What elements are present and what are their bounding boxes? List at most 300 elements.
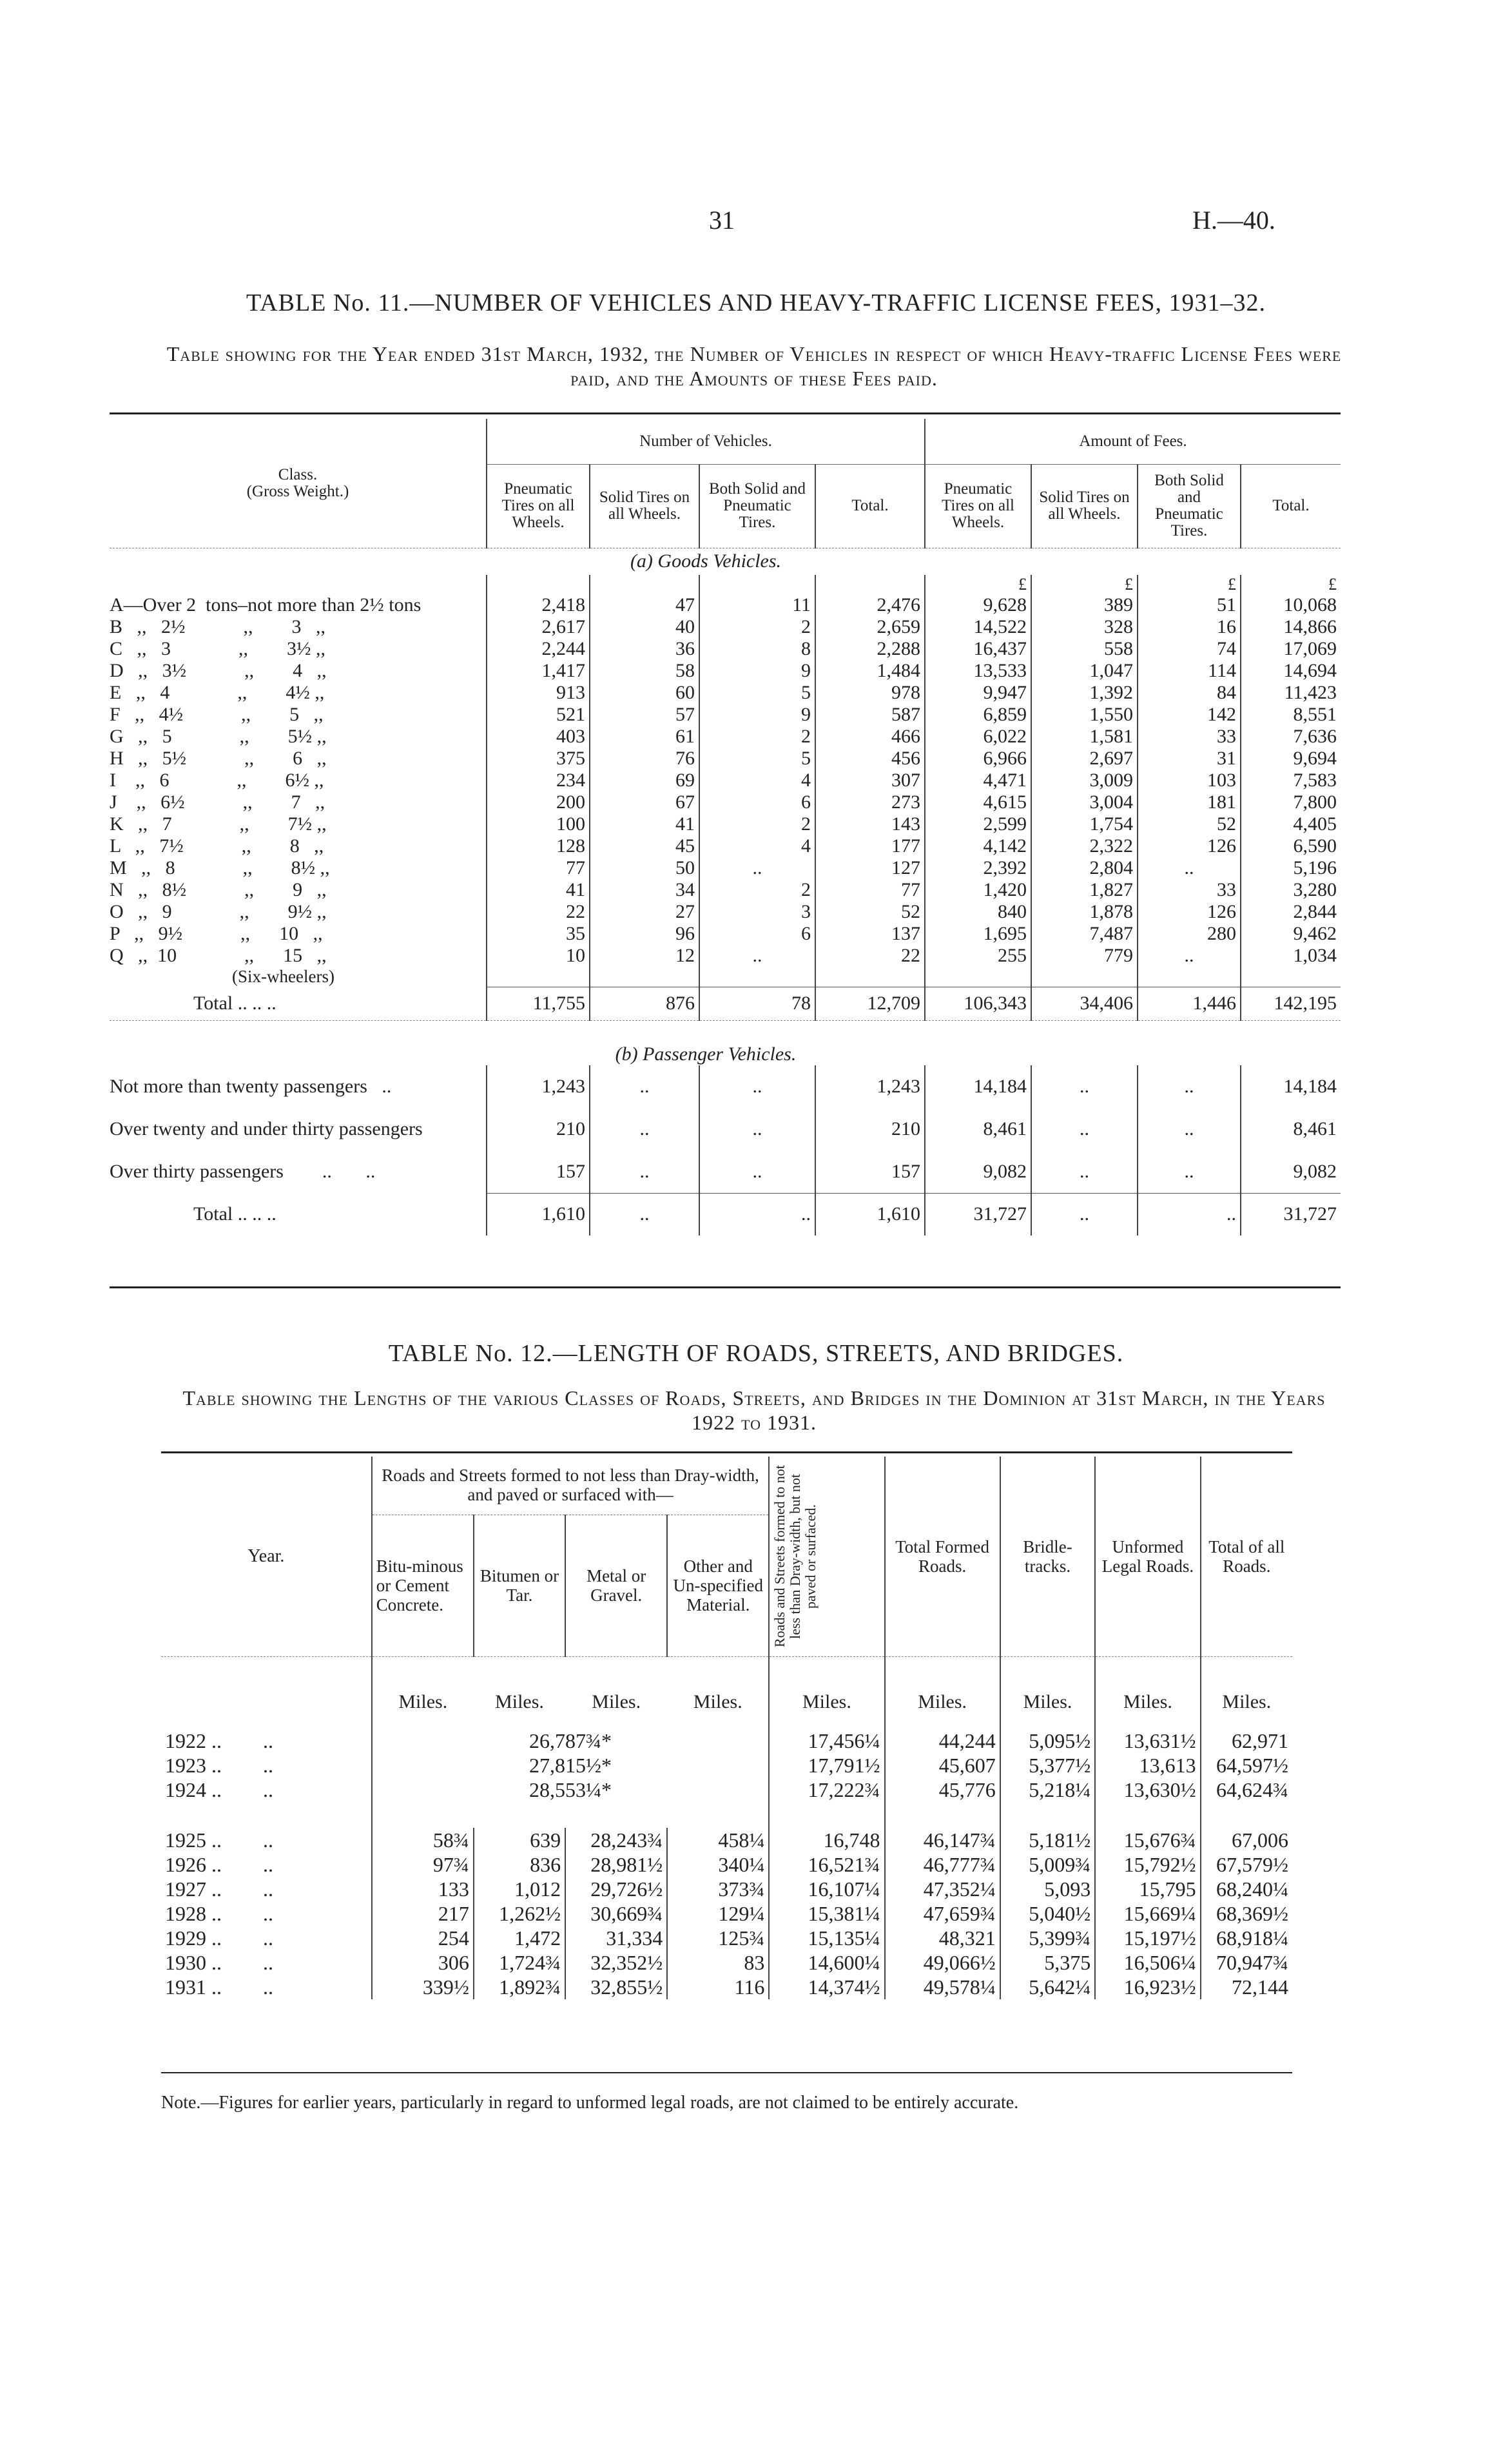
group-vehicles-header: Number of Vehicles. <box>487 419 925 464</box>
cell: .. <box>699 945 815 967</box>
cell: 49,066½ <box>885 1950 1000 1975</box>
cell: 47,352¼ <box>885 1877 1000 1901</box>
cell: 1,262½ <box>474 1901 565 1926</box>
cell: 876 <box>590 987 699 1020</box>
year-label: 1924 .. .. <box>165 1778 273 1801</box>
cell: 5 <box>699 748 815 770</box>
cell: 639 <box>474 1828 565 1852</box>
cell: 15,676¾ <box>1095 1828 1200 1852</box>
cell: 5,040½ <box>1000 1901 1096 1926</box>
cell: 27 <box>590 901 699 923</box>
cell: 17,456¼ <box>769 1729 884 1753</box>
cell: 2,617 <box>487 616 590 638</box>
cell: 157 <box>487 1150 590 1193</box>
col-fee-total: Total. <box>1241 464 1341 548</box>
cell: 840 <box>925 901 1031 923</box>
cell: 1,446 <box>1138 987 1241 1020</box>
cell: 106,343 <box>925 987 1031 1020</box>
cell: 8,461 <box>925 1108 1031 1150</box>
cell: 5,196 <box>1241 857 1341 879</box>
cell: 68,369½ <box>1201 1901 1292 1926</box>
goods-row <box>110 945 1341 967</box>
class-label: I ,, 6 ,, 6½ ,, <box>110 770 324 791</box>
col-all-roads: Total of all Roads. <box>1201 1457 1292 1656</box>
cell: 62,971 <box>1201 1729 1292 1753</box>
cell: 15,381¼ <box>769 1901 884 1926</box>
class-label: N ,, 8½ ,, 9 ,, <box>110 879 327 900</box>
cell: 177 <box>815 835 925 857</box>
cell: .. <box>699 1065 815 1108</box>
class-label: E ,, 4 ,, 4½ ,, <box>110 682 325 703</box>
cell: 126 <box>1138 835 1241 857</box>
total-label: Total .. .. .. <box>193 992 276 1014</box>
cell: 521 <box>487 704 590 726</box>
cell: 1,581 <box>1031 726 1138 748</box>
cell: 280 <box>1138 923 1241 945</box>
cell: 210 <box>487 1108 590 1150</box>
cell: 456 <box>815 748 925 770</box>
cell: 15,197½ <box>1095 1926 1200 1950</box>
cell: 1,012 <box>474 1877 565 1901</box>
year-label: 1930 .. .. <box>165 1950 273 1974</box>
cell: 41 <box>590 813 699 835</box>
cell: 7,487 <box>1031 923 1138 945</box>
cell: 13,533 <box>925 660 1031 682</box>
cell: 52 <box>1138 813 1241 835</box>
cell: 77 <box>487 857 590 879</box>
cell: 33 <box>1138 879 1241 901</box>
cell: 36 <box>590 638 699 660</box>
cell: 2,322 <box>1031 835 1138 857</box>
goods-row <box>110 726 1341 748</box>
cell: 10 <box>487 945 590 967</box>
cell: 6,859 <box>925 704 1031 726</box>
class-label: A—Over 2 tons–not more than 2½ tons <box>110 594 422 615</box>
cell: 255 <box>925 945 1031 967</box>
cell: 1,724¾ <box>474 1950 565 1975</box>
cell: 1,392 <box>1031 682 1138 704</box>
cell: 17,791½ <box>769 1753 884 1778</box>
col-both: Both Solid and Pneumatic Tires. <box>699 464 815 548</box>
cell: 458¼ <box>667 1828 769 1852</box>
cell: 1,420 <box>925 879 1031 901</box>
cell: 34 <box>590 879 699 901</box>
group-fees-header: Amount of Fees. <box>925 419 1341 464</box>
cell: 78 <box>699 987 815 1020</box>
cell: 181 <box>1138 791 1241 813</box>
class-label: F ,, 4½ ,, 5 ,, <box>110 704 324 725</box>
goods-total-row <box>110 987 1341 1020</box>
cell: 126 <box>1138 901 1241 923</box>
cell: 16,506¼ <box>1095 1950 1200 1975</box>
cell: 96 <box>590 923 699 945</box>
cell: 16,107¼ <box>769 1877 884 1901</box>
table11-top-rule <box>110 412 1341 414</box>
cell: 2,659 <box>815 616 925 638</box>
cell: 13,631½ <box>1095 1729 1200 1753</box>
cell: 2,697 <box>1031 748 1138 770</box>
cell: .. <box>1031 1193 1138 1236</box>
class-label: Over thirty passengers .. .. <box>110 1161 376 1182</box>
year-label: 1928 .. .. <box>165 1901 273 1925</box>
cell: .. <box>699 857 815 879</box>
cell: 114 <box>1138 660 1241 682</box>
roads-row <box>161 1877 1292 1901</box>
cell: .. <box>590 1108 699 1150</box>
roads-row <box>161 1926 1292 1950</box>
cell: 2,392 <box>925 857 1031 879</box>
cell: 3 <box>699 901 815 923</box>
cell: 1,892¾ <box>474 1975 565 1999</box>
col-total: Total. <box>815 464 925 548</box>
cell: .. <box>590 1065 699 1108</box>
cell: 13,630½ <box>1095 1778 1200 1802</box>
col-bitumen: Bitumen or Tar. <box>474 1515 565 1656</box>
total-label: Total .. .. .. <box>193 1203 276 1225</box>
cell: 51 <box>1138 594 1241 616</box>
cell: .. <box>1031 1108 1138 1150</box>
class-label: H ,, 5½ ,, 6 ,, <box>110 748 327 769</box>
cell: .. <box>699 1150 815 1193</box>
cell: 127 <box>815 857 925 879</box>
cell: 15,669¼ <box>1095 1901 1200 1926</box>
roads-row <box>161 1778 1292 1802</box>
cell: 32,352½ <box>565 1950 667 1975</box>
cell: 5 <box>699 682 815 704</box>
cell: 34,406 <box>1031 987 1138 1020</box>
cell: 558 <box>1031 638 1138 660</box>
cell: 77 <box>815 879 925 901</box>
cell: 46,777¾ <box>885 1852 1000 1877</box>
unit-label: Miles. <box>1095 1656 1200 1713</box>
cell: 5,181½ <box>1000 1828 1096 1852</box>
col-metal: Metal or Gravel. <box>565 1515 667 1656</box>
cell: 15,792½ <box>1095 1852 1200 1877</box>
cell: 17,069 <box>1241 638 1341 660</box>
goods-row <box>110 835 1341 857</box>
cell: 84 <box>1138 682 1241 704</box>
cell: 5,009¾ <box>1000 1852 1096 1877</box>
cell: .. <box>1138 1065 1241 1108</box>
cell: 913 <box>487 682 590 704</box>
cell: 2 <box>699 879 815 901</box>
cell: 11,423 <box>1241 682 1341 704</box>
cell: 1,610 <box>487 1193 590 1236</box>
year-label: 1922 .. .. <box>165 1729 273 1752</box>
cell: 40 <box>590 616 699 638</box>
cell: 9,082 <box>1241 1150 1341 1193</box>
col-not-paved: Roads and Streets formed to not less than Dray-width, but not paved or surfaced. <box>769 1457 884 1656</box>
cell: 2 <box>699 813 815 835</box>
cell: .. <box>1138 857 1241 879</box>
goods-row <box>110 857 1341 879</box>
table12 <box>161 1457 1292 1999</box>
currency-mark: £ <box>1138 575 1241 594</box>
col-pneumatic: Pneumatic Tires on all Wheels. <box>487 464 590 548</box>
six-wheelers-note: (Six-wheelers) <box>232 967 334 986</box>
cell: 5,642¼ <box>1000 1975 1096 1999</box>
cell: 7,800 <box>1241 791 1341 813</box>
cell: 31,727 <box>925 1193 1031 1236</box>
cell: 14,374½ <box>769 1975 884 1999</box>
goods-row <box>110 704 1341 726</box>
cell: 45,607 <box>885 1753 1000 1778</box>
cell: 68,918¼ <box>1201 1926 1292 1950</box>
cell: 6,022 <box>925 726 1031 748</box>
cell: 10,068 <box>1241 594 1341 616</box>
cell: 31,727 <box>1241 1193 1341 1236</box>
col-bituminous: Bitu-minous or Cement Concrete. <box>372 1515 474 1656</box>
cell: 1,827 <box>1031 879 1138 901</box>
cell: 67 <box>590 791 699 813</box>
cell: 2,288 <box>815 638 925 660</box>
cell: 74 <box>1138 638 1241 660</box>
unit-label: Miles. <box>372 1656 474 1713</box>
cell: 1,550 <box>1031 704 1138 726</box>
cell: 2 <box>699 726 815 748</box>
cell: .. <box>590 1150 699 1193</box>
cell: 339½ <box>372 1975 474 1999</box>
cell: 17,222¾ <box>769 1778 884 1802</box>
cell: 2 <box>699 616 815 638</box>
cell: .. <box>1138 945 1241 967</box>
cell: 16,437 <box>925 638 1031 660</box>
unit-label: Miles. <box>1000 1656 1096 1713</box>
cell: 4,142 <box>925 835 1031 857</box>
cell: 1,034 <box>1241 945 1341 967</box>
cell: 61 <box>590 726 699 748</box>
col-fee-pneumatic: Pneumatic Tires on all Wheels. <box>925 464 1031 548</box>
cell: 9 <box>699 704 815 726</box>
class-label: Q ,, 10 ,, 15 ,, <box>110 945 327 966</box>
cell: 57 <box>590 704 699 726</box>
cell: 4 <box>699 770 815 791</box>
cell: 14,184 <box>1241 1065 1341 1108</box>
col-fee-both: Both Solid and Pneumatic Tires. <box>1138 464 1241 548</box>
cell: 33 <box>1138 726 1241 748</box>
cell: 72,144 <box>1201 1975 1292 1999</box>
goods-row <box>110 748 1341 770</box>
goods-row <box>110 770 1341 791</box>
roads-row <box>161 1975 1292 1999</box>
cell: 2,804 <box>1031 857 1138 879</box>
cell: 137 <box>815 923 925 945</box>
cell: 14,866 <box>1241 616 1341 638</box>
cell: 4,405 <box>1241 813 1341 835</box>
cell: 306 <box>372 1950 474 1975</box>
cell: 30,669¾ <box>565 1901 667 1926</box>
goods-row <box>110 594 1341 616</box>
cell: 2,244 <box>487 638 590 660</box>
cell: 68,240¼ <box>1201 1877 1292 1901</box>
cell: 8,461 <box>1241 1108 1341 1150</box>
cell: .. <box>1031 1150 1138 1193</box>
cell: 5,093 <box>1000 1877 1096 1901</box>
cell: 9 <box>699 660 815 682</box>
year-label: 1923 .. .. <box>165 1753 273 1777</box>
cell: 50 <box>590 857 699 879</box>
cell: 1,243 <box>487 1065 590 1108</box>
cell: .. <box>1138 1108 1241 1150</box>
col-year: Year. <box>247 1546 285 1566</box>
cell: 1,695 <box>925 923 1031 945</box>
cell: 9,082 <box>925 1150 1031 1193</box>
cell: 11,755 <box>487 987 590 1020</box>
cell: 403 <box>487 726 590 748</box>
unit-label: Miles. <box>495 1691 544 1712</box>
cell: 6,966 <box>925 748 1031 770</box>
cell: 13,613 <box>1095 1753 1200 1778</box>
goods-row <box>110 813 1341 835</box>
goods-heading: (a) Goods Vehicles. <box>630 550 782 572</box>
cell: 83 <box>667 1950 769 1975</box>
cell: 64,624¾ <box>1201 1778 1292 1802</box>
cell: 16,521¾ <box>769 1852 884 1877</box>
cell: 12,709 <box>815 987 925 1020</box>
cell: 1,484 <box>815 660 925 682</box>
combined-total: 28,553¼* <box>372 1778 770 1802</box>
unit-label: Miles. <box>592 1691 641 1712</box>
cell: 45,776 <box>885 1778 1000 1802</box>
cell: 29,726½ <box>565 1877 667 1901</box>
cell: 14,694 <box>1241 660 1341 682</box>
cell: 1,754 <box>1031 813 1138 835</box>
currency-mark: £ <box>1031 575 1138 594</box>
class-label: M ,, 8 ,, 8½ ,, <box>110 857 330 878</box>
cell: 6 <box>699 791 815 813</box>
cell: 32,855½ <box>565 1975 667 1999</box>
year-label: 1927 .. .. <box>165 1877 273 1901</box>
cell: 5,377½ <box>1000 1753 1096 1778</box>
class-label: G ,, 5 ,, 5½ ,, <box>110 726 327 747</box>
cell: 6 <box>699 923 815 945</box>
class-label: C ,, 3 ,, 3½ ,, <box>110 638 326 659</box>
class-label: L ,, 7½ ,, 8 ,, <box>110 835 324 857</box>
cell: 35 <box>487 923 590 945</box>
cell: 97¾ <box>372 1852 474 1877</box>
combined-total: 26,787¾* <box>372 1729 770 1753</box>
cell: 15,135¼ <box>769 1926 884 1950</box>
cell: 70,947¾ <box>1201 1950 1292 1975</box>
cell: 16 <box>1138 616 1241 638</box>
cell: 2,844 <box>1241 901 1341 923</box>
page-number: 31 <box>709 206 735 235</box>
cell: 307 <box>815 770 925 791</box>
table11-title: TABLE No. 11.—NUMBER OF VEHICLES AND HEAVY-TRAFFIC LICENSE FEES, 1931–32. <box>246 289 1266 316</box>
cell: .. <box>1138 1193 1241 1236</box>
cell: 44,244 <box>885 1729 1000 1753</box>
unit-label: Miles. <box>769 1656 884 1713</box>
cell: 14,522 <box>925 616 1031 638</box>
cell: 64,597½ <box>1201 1753 1292 1778</box>
page-code: H.—40. <box>1192 206 1275 235</box>
class-label: P ,, 9½ ,, 10 ,, <box>110 923 323 944</box>
goods-row <box>110 901 1341 923</box>
passenger-row <box>110 1065 1341 1108</box>
cell: 69 <box>590 770 699 791</box>
table12-title: TABLE No. 12.—LENGTH OF ROADS, STREETS, AND BRIDGES. <box>388 1340 1124 1367</box>
cell: .. <box>590 1193 699 1236</box>
cell: 15,795 <box>1095 1877 1200 1901</box>
cell: 67,579½ <box>1201 1852 1292 1877</box>
cell: 2,599 <box>925 813 1031 835</box>
cell: 779 <box>1031 945 1138 967</box>
cell: 7,583 <box>1241 770 1341 791</box>
unit-label: Miles. <box>693 1691 742 1712</box>
table12-note: Note.—Figures for earlier years, particularly in regard to unformed legal roads, are not claimed to be entirely accurate. <box>161 2093 1019 2113</box>
table12-top-rule <box>161 1451 1292 1453</box>
cell: 210 <box>815 1108 925 1150</box>
cell: 157 <box>815 1150 925 1193</box>
cell: 978 <box>815 682 925 704</box>
passenger-heading: (b) Passenger Vehicles. <box>615 1043 797 1065</box>
class-label: D ,, 3½ ,, 4 ,, <box>110 660 327 681</box>
cell: 22 <box>487 901 590 923</box>
class-header: Class. (Gross Weight.) <box>246 465 349 500</box>
cell: 340¼ <box>667 1852 769 1877</box>
table11-subtitle: Table showing for the Year ended 31st March, 1932, the Number of Vehicles in respect of which Heavy-traffic License Fees were paid, and the Amounts of these Fees paid. <box>166 342 1342 390</box>
cell: 1,878 <box>1031 901 1138 923</box>
cell: 2,418 <box>487 594 590 616</box>
col-total-formed: Total Formed Roads. <box>885 1457 1000 1656</box>
cell: 31,334 <box>565 1926 667 1950</box>
cell: 128 <box>487 835 590 857</box>
cell: 45 <box>590 835 699 857</box>
cell: 142,195 <box>1241 987 1341 1020</box>
cell: 9,694 <box>1241 748 1341 770</box>
cell: 100 <box>487 813 590 835</box>
cell: 3,004 <box>1031 791 1138 813</box>
cell: 7,636 <box>1241 726 1341 748</box>
col-fee-solid: Solid Tires on all Wheels. <box>1031 464 1138 548</box>
cell: 129¼ <box>667 1901 769 1926</box>
passenger-row <box>110 1108 1341 1150</box>
goods-row <box>110 923 1341 945</box>
roads-row <box>161 1852 1292 1877</box>
class-label: K ,, 7 ,, 7½ ,, <box>110 813 327 835</box>
roads-row <box>161 1901 1292 1926</box>
cell: 49,578¼ <box>885 1975 1000 1999</box>
cell: 375 <box>487 748 590 770</box>
col-unformed: Unformed Legal Roads. <box>1095 1457 1200 1656</box>
cell: 46,147¾ <box>885 1828 1000 1852</box>
cell: .. <box>699 1193 815 1236</box>
cell: 28,243¾ <box>565 1828 667 1852</box>
cell: 3,009 <box>1031 770 1138 791</box>
cell: 587 <box>815 704 925 726</box>
goods-row <box>110 638 1341 660</box>
cell: 1,610 <box>815 1193 925 1236</box>
cell: 41 <box>487 879 590 901</box>
cell: 48,321 <box>885 1926 1000 1950</box>
cell: 5,399¾ <box>1000 1926 1096 1950</box>
cell: 4,471 <box>925 770 1031 791</box>
cell: 8 <box>699 638 815 660</box>
cell: 5,218¼ <box>1000 1778 1096 1802</box>
combined-total: 27,815½* <box>372 1753 770 1778</box>
year-label: 1931 .. .. <box>165 1975 273 1999</box>
currency-mark: £ <box>1241 575 1341 594</box>
cell: 200 <box>487 791 590 813</box>
year-label: 1925 .. .. <box>165 1828 273 1852</box>
cell: 836 <box>474 1852 565 1877</box>
year-label: 1929 .. .. <box>165 1926 273 1950</box>
goods-row <box>110 791 1341 813</box>
cell: 1,417 <box>487 660 590 682</box>
cell: 12 <box>590 945 699 967</box>
cell: 11 <box>699 594 815 616</box>
group-formed-header: Roads and Streets formed to not less than Dray-width, and paved or surfaced with— <box>372 1457 770 1515</box>
